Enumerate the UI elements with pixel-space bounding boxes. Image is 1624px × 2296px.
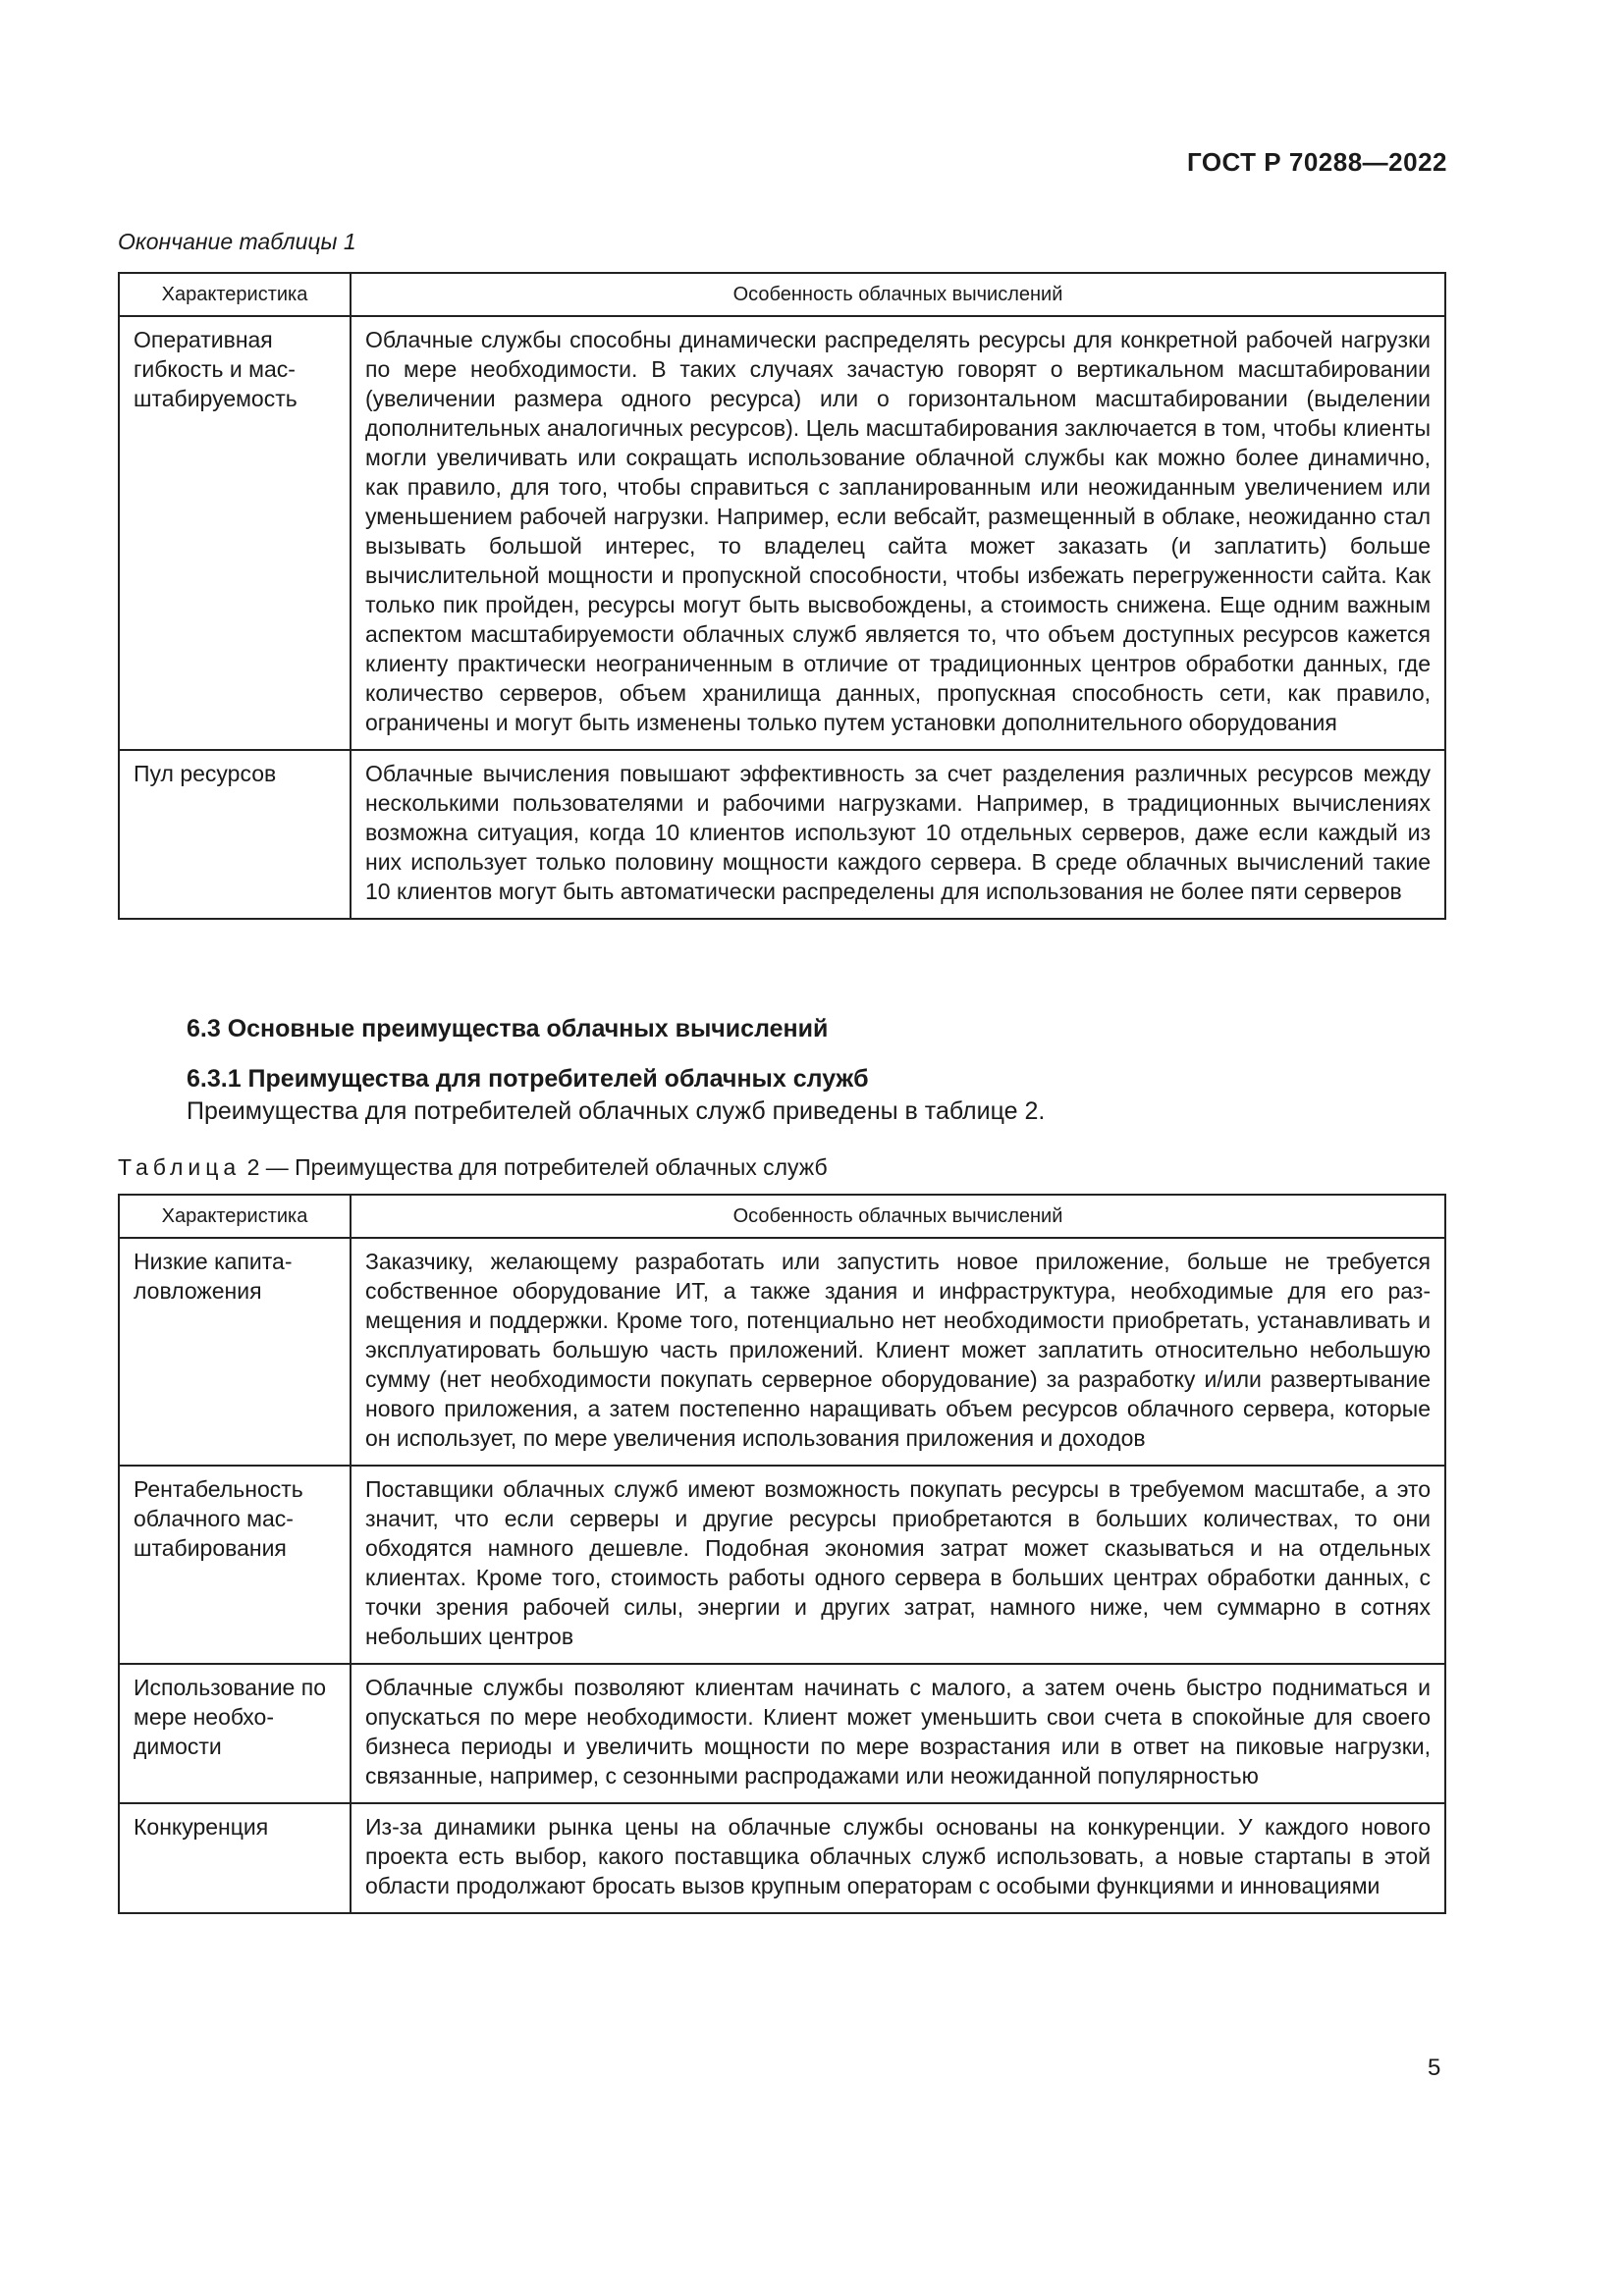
table1-column-header-feature: Особенность облачных вычислений [351, 273, 1445, 316]
table2-caption-text: 2 — Преимущества для потребителей облачных служб [246, 1154, 828, 1180]
table-row [119, 1664, 1445, 1803]
table1 [118, 272, 1446, 920]
table2-column-header-feature: Особенность облачных вычислений [351, 1195, 1445, 1238]
document-standard-number: ГОСТ Р 70288—2022 [1186, 147, 1447, 177]
page-number: 5 [1428, 2055, 1441, 2081]
table1-header-row [119, 273, 1445, 316]
table2-caption-label: Таблица [118, 1154, 242, 1180]
section-heading-6-3-1: 6.3.1 Преимущества для потребителей облачных служб [187, 1065, 869, 1093]
table-row [119, 316, 1445, 750]
section-heading-6-3: 6.3 Основные преимущества облачных вычислений [187, 1015, 829, 1042]
table1-caption: Окончание таблицы 1 [118, 229, 356, 254]
table2-row1-description: Заказчику, желающему разработать или запустить новое приложение, больше не требуется собственное оборудование ИТ, а также здания и инфраструктура, необходимые для его размещения и поддержки. Кроме того, потенциально нет необходимости приобретать, устанавливать и эксплуатировать большую часть приложений. Клиент может заплатить относительно небольшую сумму (нет необходимости покупать серверное оборудование) за разработку и/или развертывание нового приложения, а затем постепенно наращивать объем ресурсов облачного сервера, которые он использует, по мере увеличения использования приложения и доходов [351, 1238, 1445, 1466]
table-row [119, 1466, 1445, 1664]
table2-row2-description: Поставщики облачных служб имеют возможность покупать ресурсы в требуемом масштабе, а это значит, что если серверы и другие ресурсы приобретаются в больших количествах, то они обходятся намного дешевле. Подобная экономия затрат может сказываться и на отдельных клиентах. Кроме того, стоимость работы одного сервера в больших центрах обработки данных, с точки зрения рабочей силы, энергии и других затрат, намного ниже, чем суммарно в сотнях небольших центров [351, 1466, 1445, 1664]
table2-row4-characteristic: Конкуренция [119, 1803, 351, 1913]
table2-row2-characteristic: Рентабельность облачного масштабирования [119, 1466, 351, 1664]
table1-row2-description: Облачные вычисления повышают эффективность за счет разделения различных ресурсов между несколькими пользователями и рабочими нагрузками. Например, в традиционных вычислениях возможна ситуация, когда 10 клиентов используют 10 отдельных серверов, даже если каждый из них использует только половину мощности каждого сервера. В среде облачных вычислений такие 10 клиентов могут быть автоматически распределены для использования не более пяти серверов [351, 750, 1445, 919]
section-6-3-1-text: Преимущества для потребителей облачных служб приведены в таблице 2. [187, 1097, 1046, 1125]
table2-header-row [119, 1195, 1445, 1238]
table2-row3-characteristic: Использование по мере необходимости [119, 1664, 351, 1803]
table2 [118, 1194, 1446, 1914]
table1-row1-characteristic: Оперативная гибкость и масштабируемость [119, 316, 351, 750]
table2-row1-characteristic: Низкие капиталовложения [119, 1238, 351, 1466]
table2-row3-description: Облачные службы позволяют клиентам начинать с малого, а затем очень быстро подниматься и опускаться по мере необходимости. Клиент может уменьшить свои счета в спокойные для своего бизнеса периоды и увеличить мощности по мере возрастания или в ответ на пиковые нагрузки, связанные, например, с сезонными распродажами или неожиданной популярностью [351, 1664, 1445, 1803]
table-row [119, 1803, 1445, 1913]
table2-caption [118, 1153, 828, 1181]
table1-row2-characteristic: Пул ресурсов [119, 750, 351, 919]
table1-column-header-characteristic: Характеристика [119, 273, 351, 316]
table2-row4-description: Из-за динамики рынка цены на облачные службы основаны на конкуренции. У каждого нового проекта есть выбор, какого поставщика облачных служб использовать, а новые стартапы в этой области продолжают бросать вызов крупным операторам с особыми функциями и инновациями [351, 1803, 1445, 1913]
table-row [119, 750, 1445, 919]
table-row [119, 1238, 1445, 1466]
table1-row1-description: Облачные службы способны динамически распределять ресурсы для конкретной рабочей нагрузки по мере необходимости. В таких случаях зачастую говорят о вертикальном масштабировании (увеличении размера одного ресурса) или о горизонтальном масштабировании (выделении дополнительных аналогичных ресурсов). Цель масштабирования заключается в том, чтобы клиенты могли увеличивать или сокращать использование облачной службы как можно более динамично, как правило, для того, чтобы справиться с запланированным или неожиданным увеличением или уменьшением рабочей нагрузки. Например, если вебсайт, размещенный в облаке, неожиданно стал вызывать большой интерес, то владелец сайта может заказать (и заплатить) больше вычислительной мощности и пропускной способности, чтобы избежать перегруженности сайта. Как только пик пройден, ресурсы могут быть высвобождены, а стоимость снижена. Еще одним важным аспектом масштабируемости облачных служб является то, что объем доступных ресурсов кажется клиенту практически неограниченным в отличие от традиционных центров обработки данных, где количество серверов, объем хранилища данных, пропускная способность сети, как правило, ограничены и могут быть изменены только путем установки дополнительного оборудования [351, 316, 1445, 750]
table2-column-header-characteristic: Характеристика [119, 1195, 351, 1238]
